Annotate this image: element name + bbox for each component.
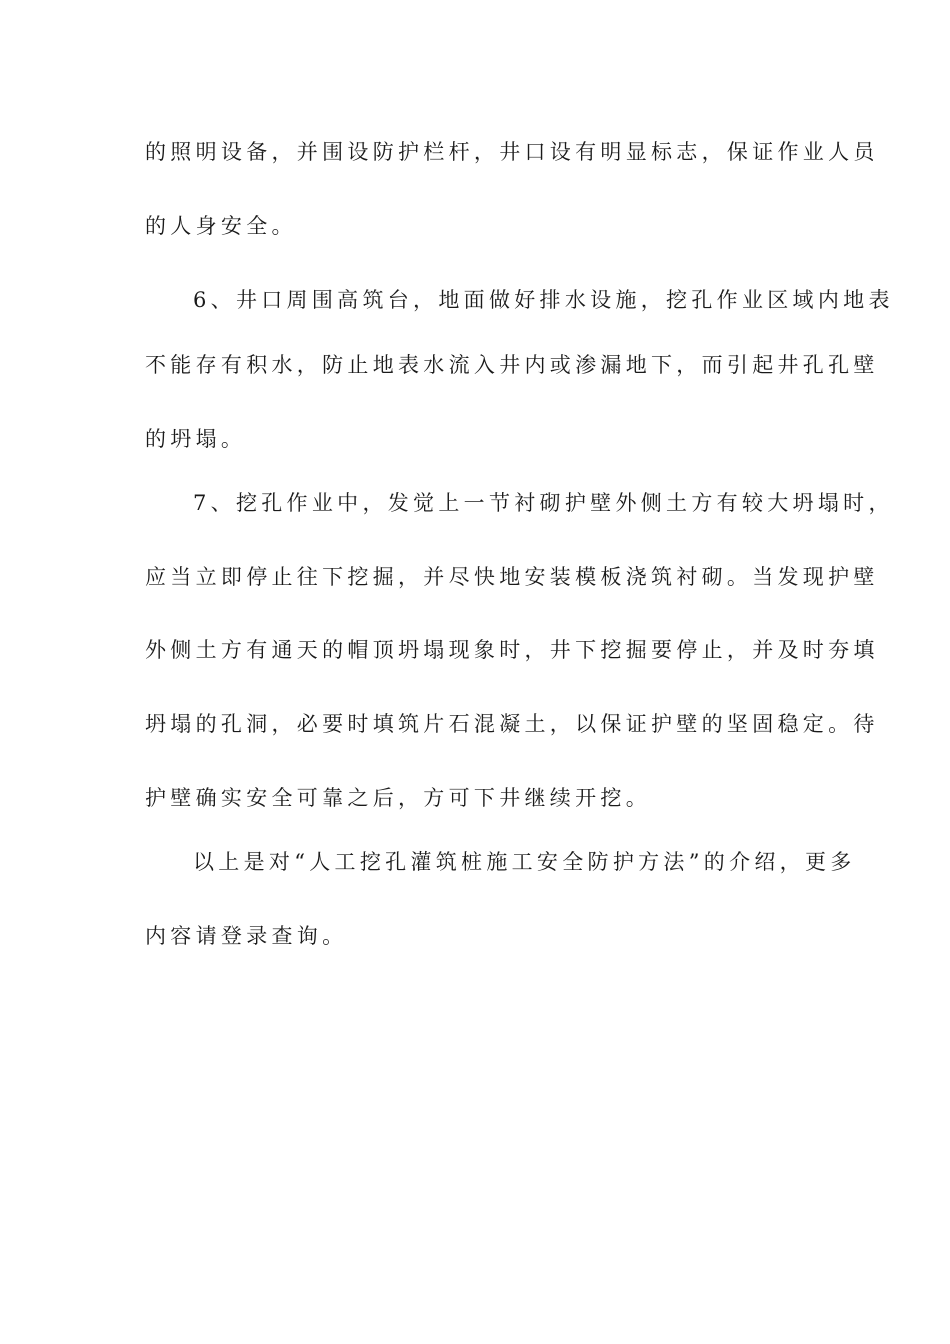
text-line: 的坍塌。 [145, 427, 247, 451]
text-line: 的人身安全。 [145, 214, 297, 238]
text-line: 护壁确实安全可靠之后，方可下井继续开挖。 [145, 786, 651, 810]
text-line: 坍塌的孔洞，必要时填筑片石混凝土，以保证护壁的坚固稳定。待 [145, 712, 879, 736]
closing-paragraph-first-line: 以上是对“人工挖孔灌筑桩施工安全防护方法”的介绍，更多 [193, 850, 856, 874]
paragraph-7-first-line: 7、挖孔作业中，发觉上一节衬砌护壁外侧土方有较大坍塌时， [193, 491, 894, 515]
text-line: 不能存有积水，防止地表水流入井内或渗漏地下，而引起井孔孔壁 [145, 353, 879, 377]
text-line: 的照明设备，并围设防护栏杆，井口设有明显标志，保证作业人员 [145, 140, 879, 164]
text-line: 外侧土方有通天的帽顶坍塌现象时，井下挖掘要停止，并及时夯填 [145, 638, 879, 662]
text-line: 应当立即停止往下挖掘，并尽快地安装模板浇筑衬砌。当发现护壁 [145, 565, 879, 589]
text-line: 内容请登录查询。 [145, 924, 348, 948]
paragraph-6-first-line: 6、井口周围高筑台，地面做好排水设施，挖孔作业区域内地表 [193, 288, 894, 312]
